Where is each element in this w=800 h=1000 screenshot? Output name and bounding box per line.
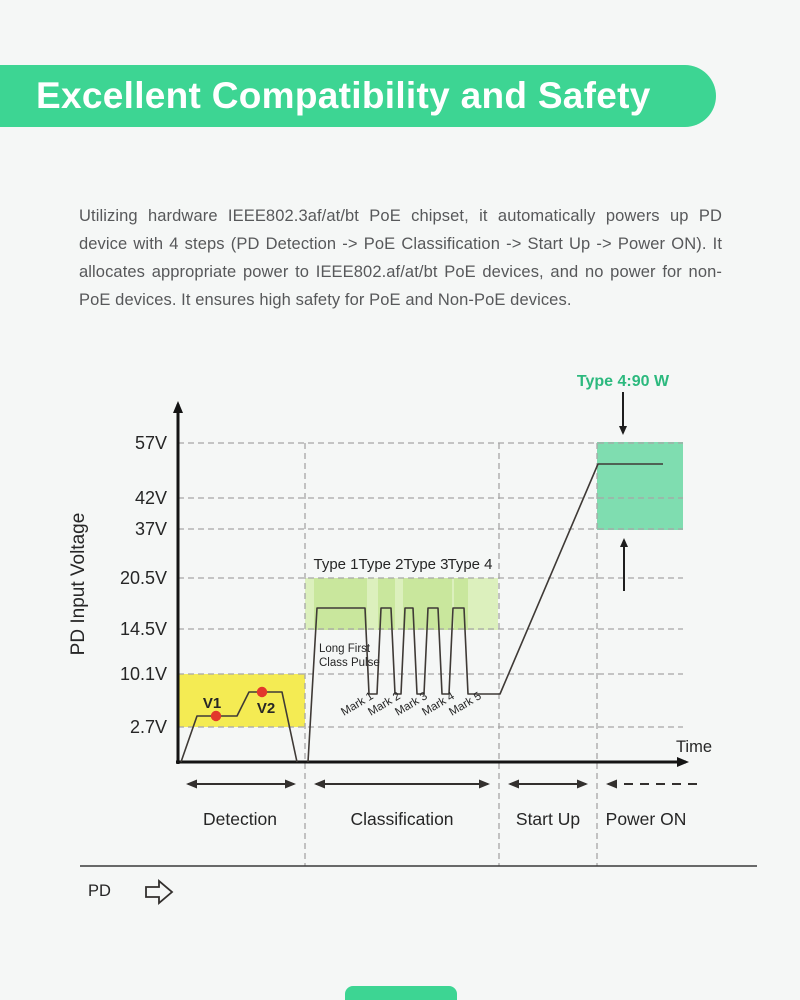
classification-band-segment-4 xyxy=(454,578,468,630)
tick-37v: 37V xyxy=(134,519,167,539)
mark-3-label: Mark 3 xyxy=(393,690,430,719)
power-on-region-highlight xyxy=(597,442,683,530)
detection-region-highlight xyxy=(178,674,305,727)
section-title: Excellent Compatibility and Safety xyxy=(36,75,651,116)
y-tick-labels xyxy=(120,433,167,737)
tick-42v: 42V xyxy=(134,488,167,508)
right-arrow-icon xyxy=(146,881,172,903)
tick-14-5v: 14.5V xyxy=(119,619,167,639)
type-3-label: Type 3 xyxy=(403,556,449,573)
y-axis-title: PD Input Voltage xyxy=(68,512,89,656)
mark-4-label: Mark 4 xyxy=(420,690,457,719)
stage-label-power-on: Power ON xyxy=(605,809,687,829)
next-section-banner-peek xyxy=(345,986,457,1000)
mark-labels xyxy=(339,690,483,719)
type-2-label: Type 2 xyxy=(358,556,404,573)
intro-paragraph: Utilizing hardware IEEE802.3af/at/bt PoE chipset, it automatically powers up PD device with 4 steps (PD Detection -> PoE Classification -> Start Up -> Power ON). It allocates appropriate power to IEEE802.af/at/bt PoE devices, and no power for non-PoE devices. It ensures high safety for PoE and Non-PoE devices. xyxy=(79,207,722,309)
v1-label: V1 xyxy=(202,695,222,712)
long-first-note-line1: Long First xyxy=(319,643,371,655)
tick-57v: 57V xyxy=(134,433,167,453)
mark-2-label: Mark 2 xyxy=(366,690,403,719)
tick-20-5v: 20.5V xyxy=(119,568,167,588)
stage-labels xyxy=(203,809,686,829)
stage-label-classification: Classification xyxy=(350,809,454,829)
v1-point xyxy=(211,711,221,721)
tick-10-1v: 10.1V xyxy=(119,664,167,684)
mark-1-label: Mark 1 xyxy=(339,690,376,719)
classification-band-segment-1 xyxy=(314,578,367,630)
type-4-label: Type 4 xyxy=(447,556,493,573)
stage-label-startup: Start Up xyxy=(515,809,581,829)
long-first-note-line2: Class Pulse xyxy=(319,657,380,669)
v2-point xyxy=(257,687,267,697)
type-1-label: Type 1 xyxy=(313,556,359,573)
pd-label: PD xyxy=(88,882,111,900)
type-labels xyxy=(313,556,492,573)
power-annotation-label: Type 4:90 W xyxy=(576,373,670,390)
tick-2-7v: 2.7V xyxy=(129,717,167,737)
v2-label: V2 xyxy=(256,700,276,717)
mark-5-label: Mark 5 xyxy=(447,690,484,719)
stage-label-detection: Detection xyxy=(203,809,277,829)
x-axis-title: Time xyxy=(675,738,712,756)
